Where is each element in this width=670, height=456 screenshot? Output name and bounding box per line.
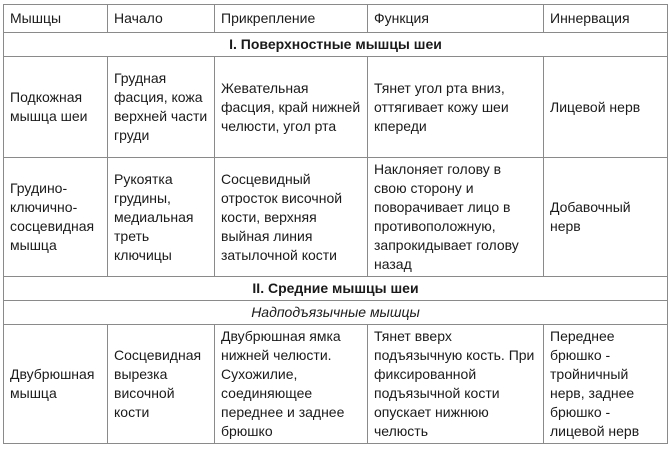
cell-innervation: Добавочный нерв	[544, 158, 668, 277]
header-function: Функция	[368, 5, 544, 33]
cell-origin: Рукоятка грудины, медиальная треть ключицы	[108, 158, 215, 277]
section-row	[4, 33, 668, 57]
subsection-row	[4, 301, 668, 325]
table-row	[4, 57, 668, 158]
cell-insertion: Двубрюшная ямка нижней челюсти. Сухожилие, соединяющее переднее и заднее брюшко	[215, 325, 368, 444]
cell-function: Наклоняет голову в свою сторону и поворачивает лицо в противоположную, запрокидывает голову назад	[368, 158, 544, 277]
table-row	[4, 158, 668, 277]
cell-muscle: Двубрюшная мышца	[4, 325, 108, 444]
section-row	[4, 277, 668, 301]
cell-muscle: Грудино-ключично-сосцевидная мышца	[4, 158, 108, 277]
cell-innervation: Переднее брюшко - тройничный нерв, заднее брюшко - лицевой нерв	[544, 325, 668, 444]
cell-function: Тянет угол рта вниз, оттягивает кожу шеи кпереди	[368, 57, 544, 158]
cell-muscle: Подкожная мышца шеи	[4, 57, 108, 158]
muscles-table	[3, 4, 668, 444]
cell-innervation: Лицевой нерв	[544, 57, 668, 158]
table-row	[4, 325, 668, 444]
subsection-title: Надподъязычные мышцы	[4, 301, 668, 325]
cell-origin: Грудная фасция, кожа верхней части груди	[108, 57, 215, 158]
section-title: II. Средние мышцы шеи	[4, 277, 668, 301]
header-muscle: Мышцы	[4, 5, 108, 33]
cell-function: Тянет вверх подъязычную кость. При фиксированной подъязычной кости опускает нижнюю челюсть	[368, 325, 544, 444]
cell-insertion: Жевательная фасция, край нижней челюсти, угол рта	[215, 57, 368, 158]
header-innervation: Иннервация	[544, 5, 668, 33]
section-title: I. Поверхностные мышцы шеи	[4, 33, 668, 57]
header-insertion: Прикрепление	[215, 5, 368, 33]
cell-insertion: Сосцевидный отросток височной кости, верхняя выйная линия затылочной кости	[215, 158, 368, 277]
cell-origin: Сосцевидная вырезка височной кости	[108, 325, 215, 444]
header-row	[4, 5, 668, 33]
header-origin: Начало	[108, 5, 215, 33]
